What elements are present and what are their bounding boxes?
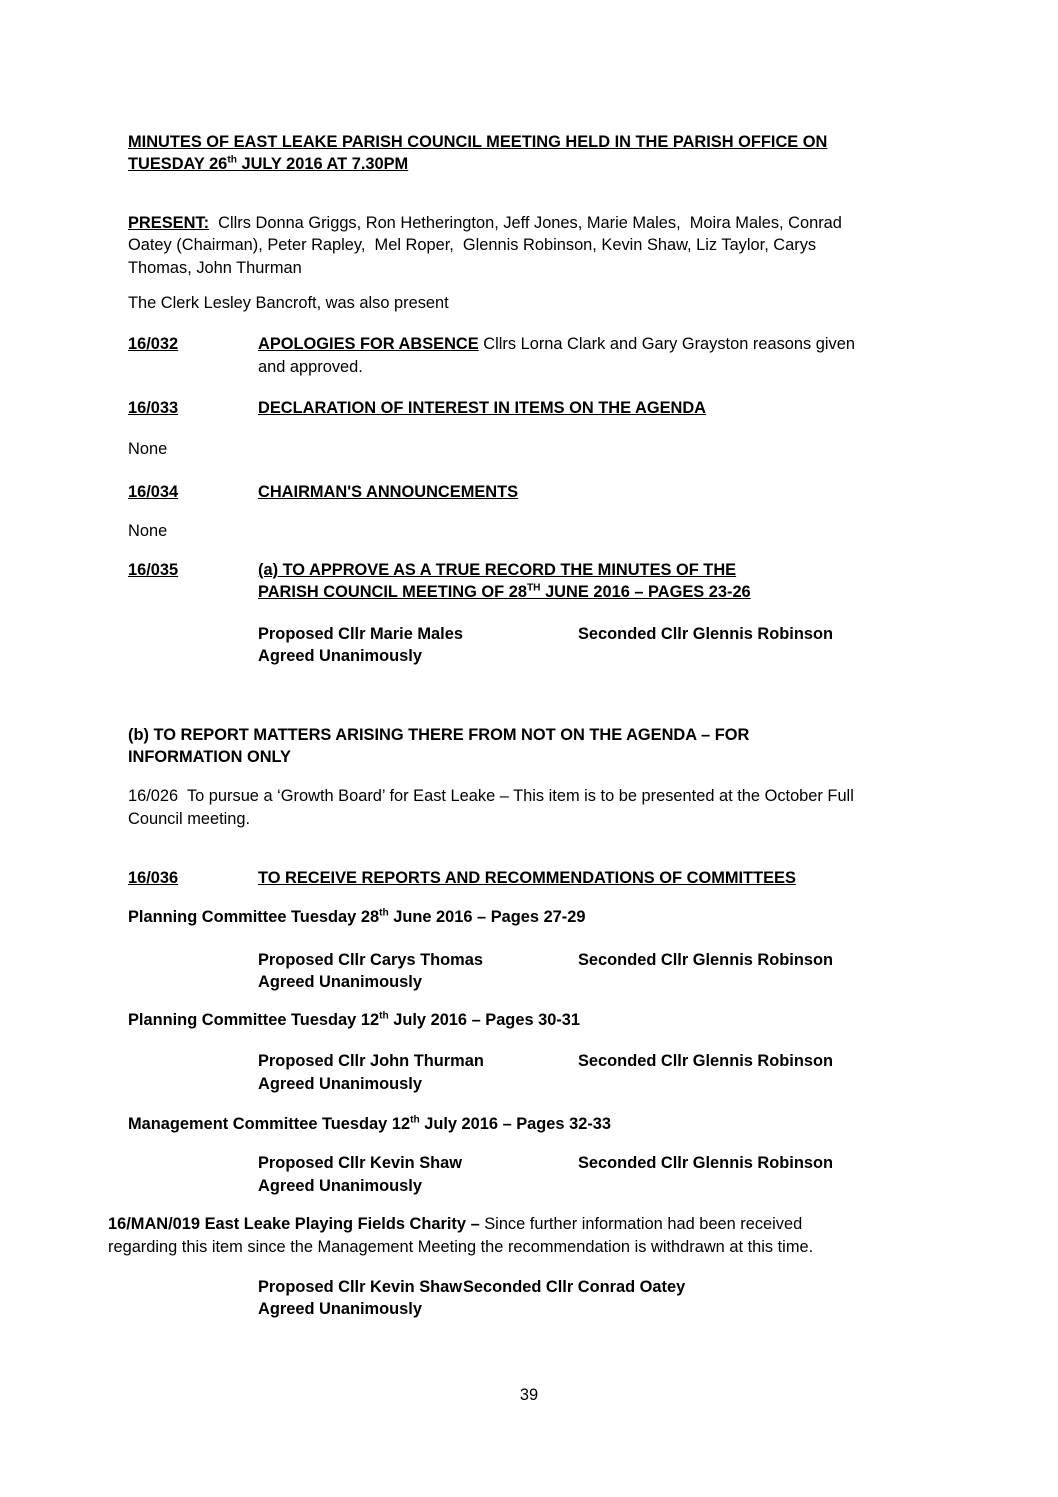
motion-proposed: Proposed Cllr John Thurman — [258, 1052, 484, 1071]
motion-proposed: Proposed Cllr Marie Males — [258, 624, 463, 643]
report-planning-july: Planning Committee Tuesday 12th July 2016 – Pages 30-31 — [128, 1010, 581, 1029]
motion-proposed: Proposed Cllr Kevin Shaw — [258, 1278, 463, 1296]
report-management-july: Management Committee Tuesday 12th July 2016 – Pages 32-33 — [128, 1114, 612, 1133]
growth-board-line1: 16/026 To pursue a ‘Growth Board’ for East Leake – This item is to be presented at the October Full — [128, 787, 854, 806]
item-ref-16-033: 16/033 — [128, 399, 179, 418]
motion-seconded: Seconded Cllr Glennis Robinson — [578, 1052, 833, 1071]
item-ref-16-036: 16/036 — [128, 869, 179, 888]
report-superscript: th — [410, 1114, 420, 1126]
motion-seconded: Seconded Cllr Glennis Robinson — [578, 950, 833, 969]
doc-title-line2: TUESDAY 26th JULY 2016 AT 7.30PM — [128, 154, 409, 174]
motion-planning-july — [258, 1050, 940, 1095]
item-16-033 — [128, 397, 940, 419]
item-16-032 — [128, 333, 940, 378]
matters-arising-heading — [128, 724, 940, 769]
motion-proposed: Proposed Cllr Carys Thomas — [258, 950, 483, 969]
motion-agreed: Agreed Unanimously — [258, 647, 422, 666]
matters-heading-line1: (b) TO REPORT MATTERS ARISING THERE FROM NOT ON THE AGENDA – FOR — [128, 725, 750, 744]
motion-withdrawn — [258, 1276, 940, 1321]
present-line1: Cllrs Donna Griggs, Ron Hetherington, Jeff Jones, Marie Males, Moira Males, Conrad — [209, 213, 842, 232]
approve-heading-line1: (a) TO APPROVE AS A TRUE RECORD THE MINUTES OF THE — [258, 560, 737, 579]
declaration-response: None — [128, 439, 168, 458]
item-body-16-032 — [258, 333, 855, 378]
motion-approve-minutes — [258, 623, 940, 668]
present-line3: Thomas, John Thurman — [128, 258, 302, 277]
motion-agreed: Agreed Unanimously — [258, 973, 422, 992]
report-superscript: th — [379, 1010, 389, 1022]
item-16-035 — [128, 559, 940, 604]
doc-title — [128, 131, 940, 176]
report-planning-june: Planning Committee Tuesday 28th June 2016 – Pages 27-29 — [128, 907, 586, 926]
chairman-response: None — [128, 522, 168, 541]
motion-seconded: Seconded Cllr Glennis Robinson — [578, 1154, 833, 1173]
apologies-text-line1: Cllrs Lorna Clark and Gary Grayston reasons given — [478, 335, 855, 354]
item-ref-16-034: 16/034 — [128, 483, 179, 502]
committees-heading: TO RECEIVE REPORTS AND RECOMMENDATIONS OF COMMITTEES — [258, 869, 796, 888]
item-16-036 — [128, 867, 940, 889]
motion-seconded: Seconded Cllr Glennis Robinson — [578, 624, 833, 643]
page-number: 39 — [519, 1386, 539, 1404]
present-label: PRESENT: — [128, 213, 210, 232]
motion-agreed: Agreed Unanimously — [258, 1074, 422, 1093]
item-16-034 — [128, 481, 940, 503]
present-line2: Oatey (Chairman), Peter Rapley, Mel Roper, Glennis Robinson, Kevin Shaw, Liz Taylor, Carys — [128, 236, 817, 255]
item-ref-16-032: 16/032 — [128, 335, 179, 354]
motion-management-july — [258, 1152, 940, 1197]
motion-agreed: Agreed Unanimously — [258, 1300, 422, 1319]
title-superscript: th — [227, 154, 237, 166]
growth-board-paragraph — [128, 785, 940, 830]
motion-agreed: Agreed Unanimously — [258, 1176, 422, 1195]
apologies-heading: APOLOGIES FOR ABSENCE — [258, 335, 479, 354]
withdrawn-lead: 16/MAN/019 East Leake Playing Fields Charity – — [108, 1215, 480, 1234]
growth-board-line2: Council meeting. — [128, 809, 251, 828]
matters-heading-line2: INFORMATION ONLY — [128, 747, 291, 766]
motion-seconded: Seconded Cllr Conrad Oatey — [463, 1278, 686, 1296]
clerk-note: The Clerk Lesley Bancroft, was also present — [128, 294, 449, 313]
document-content — [108, 131, 940, 1321]
declaration-heading: DECLARATION OF INTEREST IN ITEMS ON THE AGENDA — [258, 399, 707, 418]
motion-planning-june — [258, 949, 940, 994]
present-paragraph — [128, 212, 940, 279]
apologies-text-line2: and approved. — [258, 357, 363, 376]
report-superscript: th — [379, 907, 389, 919]
withdrawn-line1: Since further information had been received — [479, 1215, 803, 1234]
item-ref-16-035: 16/035 — [128, 560, 179, 579]
withdrawn-line2: regarding this item since the Management Meeting the recommendation is withdrawn at this time. — [108, 1237, 814, 1256]
chairman-heading: CHAIRMAN'S ANNOUNCEMENTS — [258, 483, 519, 502]
doc-title-line1: MINUTES OF EAST LEAKE PARISH COUNCIL MEETING HELD IN THE PARISH OFFICE ON — [128, 133, 828, 151]
approve-heading-superscript: TH — [526, 582, 541, 594]
approve-minutes-heading: (a) TO APPROVE AS A TRUE RECORD THE MINUTES OF THE PARISH COUNCIL MEETING OF 28TH JUNE 2016 – PAGES 23-26 — [258, 560, 751, 602]
withdrawn-paragraph — [108, 1213, 940, 1258]
motion-proposed: Proposed Cllr Kevin Shaw — [258, 1154, 463, 1173]
